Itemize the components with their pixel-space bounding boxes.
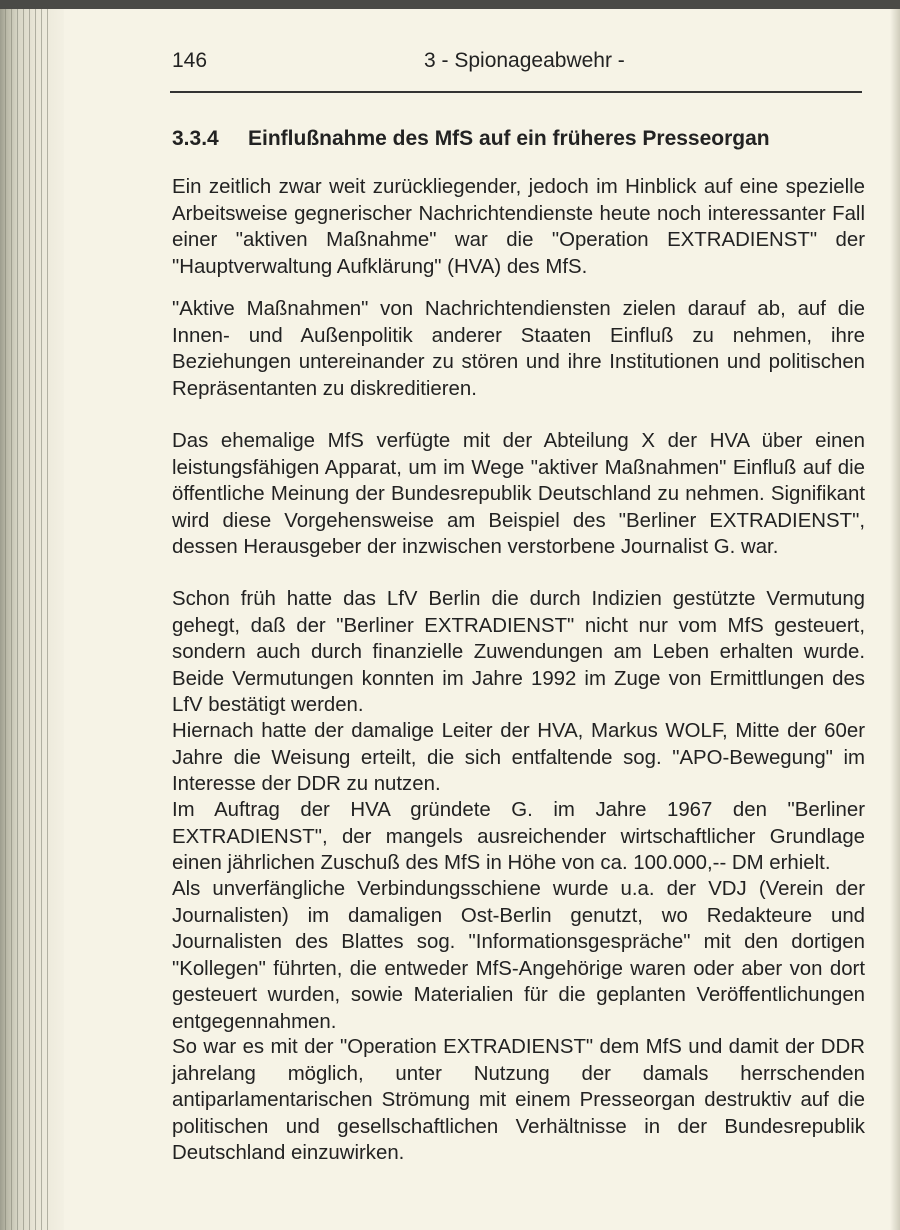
- page-number: 146: [172, 49, 208, 72]
- scan-top-edge: [0, 0, 900, 9]
- paragraph-2: [172, 296, 865, 402]
- paragraph-text: Als unverfängliche Verbindungsschiene wurde u.a. der VDJ (Verein der Journalisten) im damaligen Ost-Berlin genutzt, wo Redakteure und Journalisten des Blattes sog. "Informationsgespräche" mit den dortigen "Kollegen" führten, die entweder MfS-Angehörige waren oder aber von dort gesteuert wurden, sowie Materialien für die geplanten Veröffentlichungen entgegennahmen.: [172, 878, 865, 1033]
- paragraph-5: [172, 718, 865, 798]
- paragraph-text: Schon früh hatte das LfV Berlin die durch Indizien gestützte Vermutung gehegt, daß der "Berliner EXTRADIENST" nicht nur vom MfS gesteuert, sondern auch durch finanzielle Zuwendungen am Leben erhalten wurde. Beide Vermutungen konnten im Jahre 1992 im Zuge von Ermittlungen des LfV bestätigt werden.: [172, 588, 865, 716]
- paragraph-text: So war es mit der "Operation EXTRADIENST" dem MfS und damit der DDR jahrelang möglich, unter Nutzung der damals herrschenden antiparlamentarischen Strömung mit einem Presseorgan destruktiv auf die politischen und gesellschaftlichen Verhältnisse in der Bundesrepublik Deutschland einzuwirken.: [172, 1036, 865, 1164]
- paragraph-8: [172, 1034, 865, 1167]
- paragraph-6: [172, 797, 865, 877]
- book-page-edges: [0, 9, 64, 1230]
- paragraph-7: [172, 876, 865, 1035]
- paragraph-3: [172, 428, 865, 561]
- paragraph-text: "Aktive Maßnahmen" von Nachrichtendiensten zielen darauf ab, auf die Innen- und Außenpolitik anderer Staaten Einfluß zu nehmen, ihre Beziehungen untereinander zu stören und ihre Institutionen und politischen Repräsentanten zu diskreditieren.: [172, 298, 865, 400]
- running-title: 3 - Spionageabwehr -: [424, 49, 625, 72]
- paragraph-1: [172, 174, 865, 280]
- paragraph-text: Im Auftrag der HVA gründete G. im Jahre 1967 den "Berliner EXTRADIENST", der mangels ausreichender wirtschaftlicher Grundlage einen jährlichen Zuschuß des MfS in Höhe von ca. 100.000,-- DM erhielt.: [172, 799, 865, 874]
- section-title: Einflußnahme des MfS auf ein früheres Presseorgan: [248, 127, 770, 150]
- section-heading: [172, 127, 770, 151]
- scan-right-edge: [890, 9, 900, 1230]
- section-number: 3.3.4: [172, 127, 219, 150]
- paragraph-text: Ein zeitlich zwar weit zurückliegender, jedoch im Hinblick auf eine spezielle Arbeitsweise gegnerischer Nachrichtendienste heute noch interessanter Fall einer "aktiven Maßnahme" war die "Operation EXTRADIENST" der "Hauptverwaltung Aufklärung" (HVA) des MfS.: [172, 176, 865, 278]
- header-rule: [170, 91, 862, 93]
- paragraph-text: Hiernach hatte der damalige Leiter der HVA, Markus WOLF, Mitte der 60er Jahre die Weisung erteilt, die sich entfaltende sog. "APO-Bewegung" im Interesse der DDR zu nutzen.: [172, 720, 865, 795]
- paragraph-4: [172, 586, 865, 719]
- paragraph-text: Das ehemalige MfS verfügte mit der Abteilung X der HVA über einen leistungsfähigen Apparat, um im Wege "aktiver Maßnahmen" Einfluß auf die öffentliche Meinung der Bundesrepublik Deutschland zu nehmen. Signifikant wird diese Vorgehensweise am Beispiel des "Berliner EXTRADIENST", dessen Herausgeber der inzwischen verstorbene Journalist G. war.: [172, 430, 865, 558]
